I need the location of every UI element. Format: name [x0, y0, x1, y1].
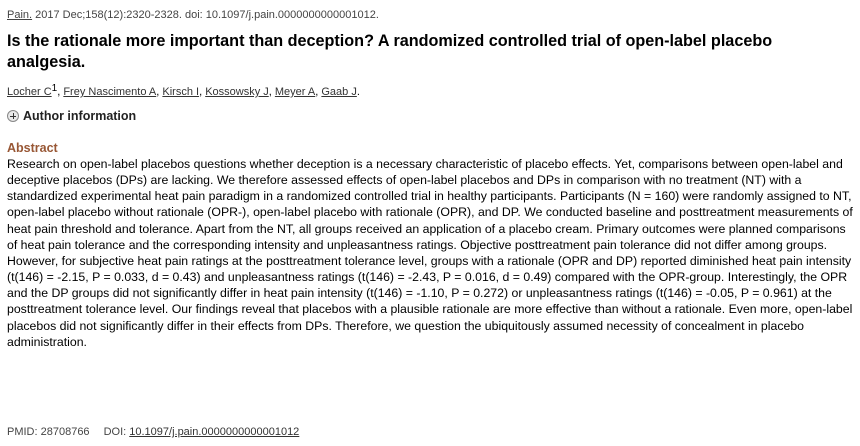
article-footer — [7, 425, 299, 439]
author-link[interactable]: Kossowsky J — [205, 86, 269, 98]
author-link[interactable]: Frey Nascimento A — [63, 86, 157, 98]
author-link[interactable]: Kirsch I — [162, 86, 200, 98]
article-title: Is the rationale more important than deception? A randomized controlled trial of open-label placebo analgesia. — [7, 32, 773, 71]
citation-details: 2017 Dec;158(12):2320-2328. doi: 10.1097/j.pain.0000000000001012. — [35, 9, 379, 21]
journal-link[interactable]: Pain. — [7, 9, 33, 21]
author-link[interactable]: Gaab J — [321, 86, 357, 98]
author-information-label: Author information — [23, 109, 137, 123]
author-information-toggle[interactable] — [7, 108, 860, 124]
author-link[interactable]: Locher C — [7, 86, 52, 98]
citation-line — [7, 8, 860, 22]
pmid: PMID: 28708766 — [7, 426, 90, 438]
doi-link[interactable]: 10.1097/j.pain.0000000000001012 — [129, 426, 300, 438]
plus-circle-icon[interactable] — [7, 110, 19, 122]
author-list: Locher $C^1$, Frey Nascimento A, Kirsch I, Kossowsky J, Meyer A, Gaab J. — [7, 83, 360, 98]
doi-label: DOI: — [103, 426, 127, 438]
author-link[interactable]: Meyer A — [274, 86, 316, 98]
abstract-text: Research on open-label placebos questions whether deception is a necessary characteristic of placebo effects. Yet, comparisons between open-label and deceptive placebos (DPs) are lacking. We therefore assessed effects of open-label placebos and DPs in comparison with no treatment (NT) with a standardized experimental heat pain paradigm in a randomized controlled trial in healthy participants. Participants (N = 160) were randomly assigned to NT, open-label placebo without rationale (OPR-), open-label placebo with rationale (OPR), and DP. We conducted baseline and posttreatment measurements of heat pain threshold and tolerance. Apart from the NT, all groups received an application of a placebo cream. Primary outcomes were planned comparisons of heat pain tolerance and the corresponding intensity and unpleasantness ratings. Objective posttreatment pain tolerance did not differ among groups. However, for subjective heat pain ratings at the posttreatment tolerance level, groups with a rationale (OPR and DP) reported diminished heat pain intensity (t(146) = -2.15, P = 0.033, d = 0.43) and unpleasantness ratings (t(146) = -2.43, P = 0.016, d = 0.49) compared with the OPR-group. Interestingly, the OPR and the DP groups did not significantly differ in heat pain intensity (t(146) = -1.10, P = 0.272) or unpleasantness ratings (t(146) = -0.05, P = 0.961) at the posttreatment tolerance level. Our findings reveal that placebos with a plausible rationale are more effective than without a rationale. Even more, open-label placebos did not significantly differ in their effects from DPs. Therefore, we question the ubiquitously assumed necessity of concealment in placebo administration. — [7, 157, 853, 349]
author-affiliation-sup: 1 — [51, 83, 58, 94]
abstract-heading: Abstract — [7, 141, 58, 155]
